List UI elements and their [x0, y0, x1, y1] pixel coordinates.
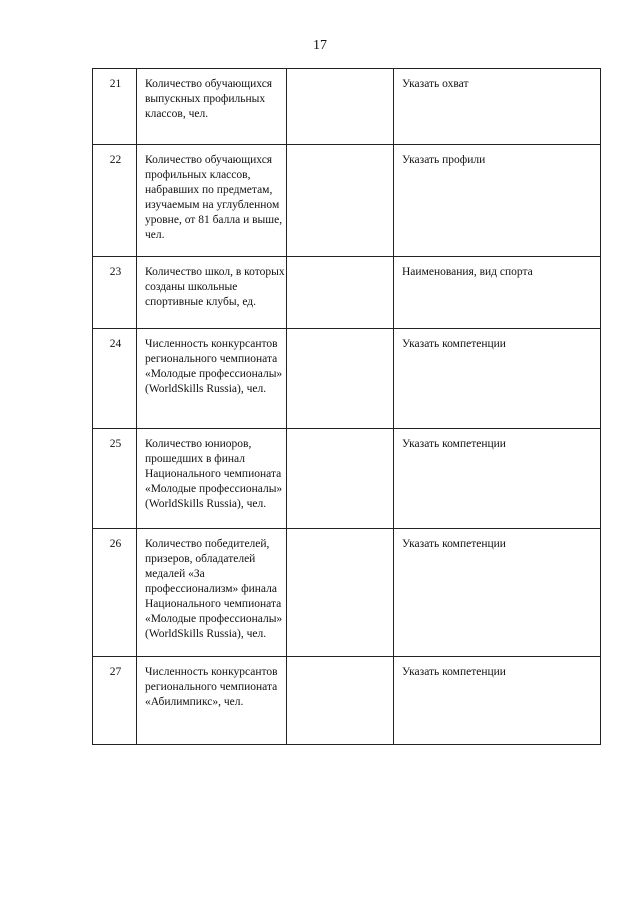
indicator-name [137, 529, 287, 657]
indicator-name-text: Численность конкурсантов регионального чемпионата «Абилимпикс», чел. [145, 666, 278, 708]
table-row [93, 329, 601, 429]
indicator-note [394, 329, 601, 429]
indicator-name [137, 257, 287, 329]
indicator-note [394, 257, 601, 329]
table-row [93, 657, 601, 745]
indicator-value [287, 529, 394, 657]
indicator-name-text: Количество обучающихся профильных классов, набравших по предметам, изучаемым на углубленном уровне, от 81 балла и выше, чел. [145, 154, 283, 241]
table-row [93, 69, 601, 145]
indicator-note [394, 529, 601, 657]
indicator-note [394, 145, 601, 257]
table-row [93, 257, 601, 329]
indicator-name-text: Количество школ, в которых созданы школьные спортивные клубы, ед. [145, 266, 285, 308]
indicator-note [394, 657, 601, 745]
indicator-name-text: Количество юниоров, прошедших в финал Национального чемпионата «Молодые профессионалы» (WorldSkills Russia), чел. [145, 438, 283, 510]
indicator-name [137, 145, 287, 257]
row-number: 27 [93, 657, 137, 745]
indicator-name [137, 329, 287, 429]
indicator-note-text: Указать компетенции [402, 666, 506, 678]
table-row [93, 429, 601, 529]
row-number: 24 [93, 329, 137, 429]
indicator-value [287, 257, 394, 329]
indicator-name [137, 69, 287, 145]
indicator-name-text: Численность конкурсантов регионального чемпионата «Молодые профессионалы» (WorldSkills Russia), чел. [145, 338, 283, 395]
indicator-name-text: Количество победителей, призеров, обладателей медалей «За профессионализм» финала Национального чемпионата «Молодые профессионалы» (WorldSkills Russia), чел. [145, 538, 283, 640]
table-row [93, 529, 601, 657]
indicator-note [394, 69, 601, 145]
row-number: 22 [93, 145, 137, 257]
indicator-note-text: Указать профили [402, 154, 486, 166]
indicator-value [287, 329, 394, 429]
indicator-value [287, 69, 394, 145]
indicator-note-text: Указать компетенции [402, 538, 506, 550]
indicator-note [394, 429, 601, 529]
row-number: 23 [93, 257, 137, 329]
indicator-value [287, 429, 394, 529]
page-number: 17 [313, 38, 327, 53]
indicator-note-text: Указать охват [402, 78, 469, 90]
table-row [93, 145, 601, 257]
row-number: 21 [93, 69, 137, 145]
indicator-note-text: Наименования, вид спорта [402, 266, 533, 278]
indicator-note-text: Указать компетенции [402, 338, 506, 350]
row-number: 26 [93, 529, 137, 657]
indicator-name-text: Количество обучающихся выпускных профильных классов, чел. [145, 78, 273, 120]
row-number: 25 [93, 429, 137, 529]
indicator-value [287, 145, 394, 257]
indicator-name [137, 429, 287, 529]
indicator-value [287, 657, 394, 745]
indicator-note-text: Указать компетенции [402, 438, 506, 450]
indicator-name [137, 657, 287, 745]
indicators-table [92, 68, 601, 745]
